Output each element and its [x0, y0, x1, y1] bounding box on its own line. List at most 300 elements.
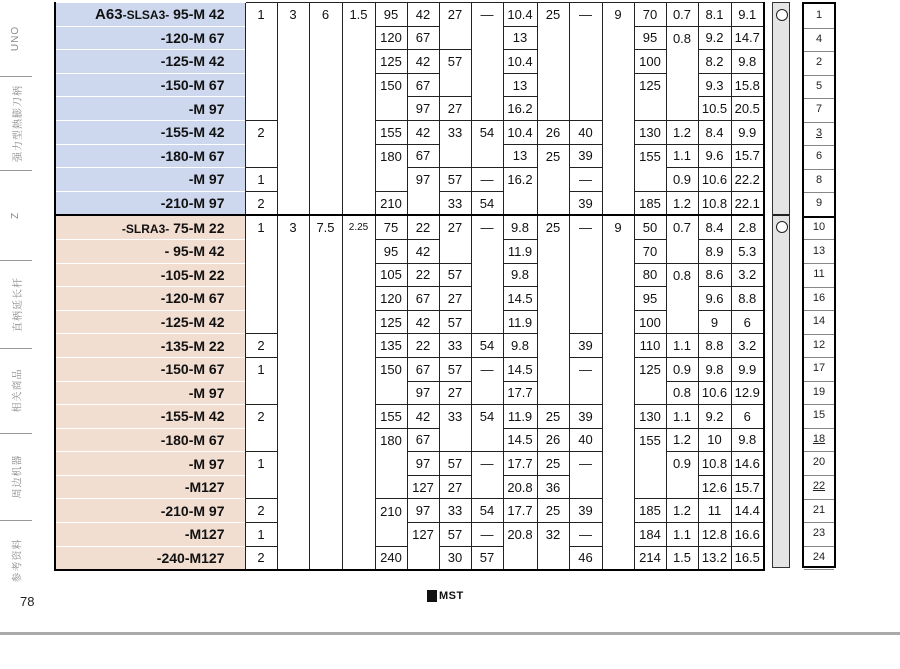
- model-cell: [55, 239, 245, 263]
- spec-cell: [309, 428, 342, 452]
- spec-cell: 25: [537, 215, 569, 239]
- spec-cell: 155: [375, 405, 407, 429]
- table-row: [55, 405, 764, 429]
- table-row: [55, 475, 764, 499]
- spec-cell: [277, 239, 309, 263]
- side-tab-6[interactable]: [0, 520, 32, 600]
- logo-mark-icon: [427, 590, 437, 602]
- order-number: [804, 169, 834, 194]
- model-cell: [55, 263, 245, 287]
- spec-cell: 8.1: [698, 3, 731, 27]
- order-number: [804, 122, 834, 147]
- model-cell: [55, 144, 245, 168]
- spec-cell: [309, 26, 342, 50]
- stock-circle-icon: [776, 221, 788, 233]
- spec-cell: 2.8: [731, 215, 764, 239]
- spec-cell: 130: [634, 120, 666, 144]
- spec-cell: 12.6: [698, 475, 731, 499]
- side-tab-label: 强力型熱膨刀柄: [12, 84, 24, 162]
- spec-cell: [602, 120, 634, 144]
- spec-cell: 33: [439, 405, 471, 429]
- spec-cell: [277, 310, 309, 334]
- spec-cell: 26: [537, 120, 569, 144]
- spec-cell: 9.3: [698, 73, 731, 97]
- spec-cell: —: [569, 215, 602, 239]
- spec-cell: 9: [602, 215, 634, 239]
- spec-cell: [375, 381, 407, 405]
- spec-cell: [277, 405, 309, 429]
- spec-cell: [602, 239, 634, 263]
- spec-cell: 8.8: [698, 334, 731, 358]
- side-tab-label: 周边机器: [12, 454, 24, 499]
- table-row: [55, 168, 764, 192]
- spec-cell: [537, 381, 569, 405]
- spec-cell: [537, 97, 569, 121]
- model-cell: [55, 287, 245, 311]
- spec-cell: [342, 499, 375, 523]
- order-number-text: 5: [815, 79, 823, 92]
- spec-cell: [602, 428, 634, 452]
- spec-cell: 2: [245, 334, 277, 358]
- spec-cell: 2: [245, 546, 277, 570]
- order-number: [804, 75, 834, 100]
- spec-cell: 13.2: [698, 546, 731, 570]
- spec-cell: [666, 287, 698, 311]
- spec-cell: —: [471, 215, 503, 239]
- spec-cell: [245, 26, 277, 50]
- spec-cell: 1.1: [666, 144, 698, 168]
- order-number: [804, 428, 834, 453]
- spec-cell: 125: [375, 50, 407, 74]
- spec-cell: [309, 168, 342, 192]
- model-code: -125-M 42: [160, 53, 225, 70]
- spec-cell: 9.8: [731, 50, 764, 74]
- spec-cell: 185: [634, 499, 666, 523]
- spec-cell: —: [569, 357, 602, 381]
- model-code: 75-M 22: [169, 219, 225, 236]
- model-code: -155-M 42: [160, 408, 225, 425]
- spec-cell: [245, 144, 277, 168]
- spec-cell: 27: [439, 215, 471, 239]
- spec-cell: [569, 263, 602, 287]
- model-series: -SLSA3-: [122, 7, 170, 22]
- side-tab-5[interactable]: [0, 433, 32, 520]
- spec-cell: 20.8: [503, 523, 537, 547]
- spec-cell: [342, 73, 375, 97]
- spec-cell: [471, 428, 503, 452]
- model-code: -M 97: [188, 455, 225, 472]
- spec-cell: 210: [375, 191, 407, 215]
- spec-cell: 25: [537, 144, 569, 168]
- spec-cell: —: [569, 523, 602, 547]
- spec-cell: 180: [375, 144, 407, 168]
- spec-cell: [342, 50, 375, 74]
- spec-cell: 75: [375, 215, 407, 239]
- order-number: [804, 28, 834, 53]
- spec-cell: 17.7: [503, 452, 537, 476]
- spec-cell: 9.8: [503, 334, 537, 358]
- spec-cell: 2: [245, 120, 277, 144]
- spec-cell: 20.5: [731, 97, 764, 121]
- spec-cell: [666, 73, 698, 97]
- spec-cell: [602, 73, 634, 97]
- spec-cell: 13: [503, 144, 537, 168]
- model-cell: [55, 310, 245, 334]
- spec-cell: 97: [407, 499, 439, 523]
- spec-cell: [342, 97, 375, 121]
- spec-cell: 97: [407, 381, 439, 405]
- order-number-text: 18: [812, 432, 826, 445]
- spec-cell: 13: [503, 26, 537, 50]
- table-row: [55, 310, 764, 334]
- side-tab-1[interactable]: [0, 76, 32, 170]
- spec-cell: 9.8: [731, 428, 764, 452]
- spec-cell: 57: [439, 357, 471, 381]
- spec-cell: 67: [407, 357, 439, 381]
- spec-cell: [309, 405, 342, 429]
- side-tab-label: 参考资料: [12, 538, 24, 582]
- spec-cell: 150: [375, 357, 407, 381]
- spec-cell: —: [569, 3, 602, 27]
- model-cell: [55, 357, 245, 381]
- spec-cell: 16.2: [503, 168, 537, 192]
- order-number: [804, 192, 834, 218]
- spec-cell: 9.1: [731, 3, 764, 27]
- stock-circle-icon: [776, 9, 788, 21]
- spec-cell: [537, 168, 569, 192]
- spec-cell: 14.4: [731, 499, 764, 523]
- spec-cell: 12.8: [698, 523, 731, 547]
- spec-cell: 110: [634, 334, 666, 358]
- spec-cell: 33: [439, 499, 471, 523]
- order-number-text: 14: [812, 315, 826, 328]
- spec-cell: 15.7: [731, 144, 764, 168]
- spec-cell: 39: [569, 334, 602, 358]
- spec-cell: [666, 50, 698, 74]
- spec-cell: 57: [439, 523, 471, 547]
- spec-cell: 127: [407, 523, 439, 547]
- order-number: [804, 334, 834, 359]
- spec-cell: [569, 381, 602, 405]
- spec-cell: 97: [407, 452, 439, 476]
- spec-cell: 57: [439, 168, 471, 192]
- spec-cell: [602, 168, 634, 192]
- spec-cell: 0.9: [666, 452, 698, 476]
- spec-cell: 15.7: [731, 475, 764, 499]
- spec-cell: [634, 168, 666, 192]
- spec-cell: [277, 357, 309, 381]
- spec-cell: [309, 144, 342, 168]
- spec-cell: —: [569, 452, 602, 476]
- spec-cell: [277, 50, 309, 74]
- spec-cell: 6: [731, 405, 764, 429]
- spec-cell: 9: [602, 3, 634, 27]
- spec-cell: 11.9: [503, 239, 537, 263]
- spec-cell: [277, 546, 309, 570]
- stock-column: [772, 2, 790, 568]
- model-code: -M127: [184, 479, 225, 496]
- spec-cell: [602, 546, 634, 570]
- order-number-text: 13: [812, 244, 826, 257]
- spec-cell: [342, 381, 375, 405]
- spec-cell: [245, 239, 277, 263]
- spec-cell: [277, 334, 309, 358]
- side-tab-3[interactable]: [0, 260, 32, 348]
- model-code: -180-M 67: [160, 147, 225, 164]
- spec-cell: 36: [537, 475, 569, 499]
- spec-cell: 57: [439, 50, 471, 74]
- spec-cell: 95: [375, 3, 407, 27]
- spec-cell: 8.4: [698, 215, 731, 239]
- spec-cell: —: [471, 168, 503, 192]
- order-number-text: 7: [815, 103, 823, 116]
- spec-cell: 67: [407, 287, 439, 311]
- spec-cell: —: [471, 452, 503, 476]
- spec-cell: 40: [569, 120, 602, 144]
- table-row: [55, 334, 764, 358]
- spec-cell: —: [471, 523, 503, 547]
- spec-cell: 1: [245, 452, 277, 476]
- spec-cell: [537, 73, 569, 97]
- spec-cell: [342, 357, 375, 381]
- spec-cell: 27: [439, 381, 471, 405]
- order-number-text: 10: [812, 220, 826, 233]
- spec-cell: [407, 191, 439, 215]
- spec-cell: [277, 120, 309, 144]
- spec-cell: 57: [439, 263, 471, 287]
- spec-cell: [342, 475, 375, 499]
- spec-cell: 150: [375, 73, 407, 97]
- model-code: -240-M127: [156, 549, 225, 566]
- spec-cell: [309, 523, 342, 547]
- model-code: -150-M 67: [160, 361, 225, 378]
- spec-cell: 214: [634, 546, 666, 570]
- table-row: [55, 120, 764, 144]
- spec-cell: 14.6: [731, 452, 764, 476]
- spec-cell: 8.8: [731, 287, 764, 311]
- spec-cell: [471, 287, 503, 311]
- spec-cell: 54: [471, 120, 503, 144]
- model-cell: [55, 50, 245, 74]
- model-cell: [55, 26, 245, 50]
- spec-cell: [407, 546, 439, 570]
- spec-cell: [666, 239, 698, 263]
- spec-cell: [471, 475, 503, 499]
- spec-cell: 6: [309, 3, 342, 27]
- order-number: [804, 51, 834, 76]
- spec-cell: [471, 263, 503, 287]
- model-cell: [55, 334, 245, 358]
- spec-cell: [503, 546, 537, 570]
- spec-cell: 14.5: [503, 428, 537, 452]
- spec-cell: 9.6: [698, 287, 731, 311]
- footer-rule: [0, 632, 900, 635]
- spec-cell: [309, 191, 342, 215]
- spec-cell: [537, 287, 569, 311]
- order-number-text: 23: [812, 527, 826, 540]
- spec-cell: [342, 546, 375, 570]
- model-prefix: A63: [95, 5, 123, 23]
- order-number: [804, 381, 834, 406]
- spec-cell: 10.8: [698, 452, 731, 476]
- side-tab-4[interactable]: [0, 348, 32, 433]
- spec-cell: 8.4: [698, 120, 731, 144]
- spec-cell: [602, 475, 634, 499]
- spec-cell: 125: [375, 310, 407, 334]
- order-number: [804, 475, 834, 500]
- spec-cell: 0.7: [666, 3, 698, 27]
- side-tab-label: Z: [10, 211, 22, 219]
- model-cell: [55, 405, 245, 429]
- spec-cell: 9.2: [698, 405, 731, 429]
- table-row: [55, 263, 764, 287]
- spec-cell: [309, 263, 342, 287]
- spec-cell: 16.6: [731, 523, 764, 547]
- spec-cell: 26: [537, 428, 569, 452]
- spec-cell: 16.2: [503, 97, 537, 121]
- model-series: -SLRA3-: [121, 221, 170, 236]
- model-cell: [55, 546, 245, 570]
- spec-cell: 95: [634, 26, 666, 50]
- spec-cell: [309, 334, 342, 358]
- spec-cell: [634, 381, 666, 405]
- order-number: [804, 98, 834, 123]
- spec-cell: [245, 475, 277, 499]
- spec-cell: 20.8: [503, 475, 537, 499]
- spec-cell: [342, 26, 375, 50]
- spec-cell: 50: [634, 215, 666, 239]
- model-cell: [55, 73, 245, 97]
- spec-cell: 39: [569, 191, 602, 215]
- table-row: [55, 26, 764, 50]
- spec-cell: 42: [407, 239, 439, 263]
- spec-cell: [602, 381, 634, 405]
- spec-cell: [309, 97, 342, 121]
- spec-cell: 0.8: [666, 26, 698, 50]
- side-tab-2[interactable]: [0, 170, 32, 260]
- spec-cell: [245, 287, 277, 311]
- spec-cell: 8.9: [698, 239, 731, 263]
- spec-cell: [277, 287, 309, 311]
- order-number-text: 9: [815, 197, 823, 210]
- spec-cell: 10: [698, 428, 731, 452]
- spec-cell: 42: [407, 3, 439, 27]
- spec-cell: 100: [634, 310, 666, 334]
- spec-cell: [375, 523, 407, 547]
- spec-cell: [602, 26, 634, 50]
- brand-name: MST: [439, 590, 464, 602]
- spec-cell: [309, 546, 342, 570]
- stock-divider: [773, 214, 789, 216]
- order-number: [804, 4, 834, 29]
- spec-cell: 9.2: [698, 26, 731, 50]
- spec-cell: 3.2: [731, 263, 764, 287]
- model-code: -105-M 22: [160, 266, 225, 283]
- spec-cell: 2: [245, 191, 277, 215]
- side-tab-0[interactable]: [0, 0, 32, 76]
- order-number: [804, 240, 834, 265]
- spec-cell: [245, 310, 277, 334]
- spec-cell: —: [471, 3, 503, 27]
- spec-cell: [375, 452, 407, 476]
- spec-cell: 9: [698, 310, 731, 334]
- spec-cell: 180: [375, 428, 407, 452]
- spec-cell: 67: [407, 73, 439, 97]
- spec-cell: 67: [407, 428, 439, 452]
- spec-cell: 185: [634, 191, 666, 215]
- spec-cell: [342, 523, 375, 547]
- spec-cell: [602, 334, 634, 358]
- spec-cell: [602, 191, 634, 215]
- spec-cell: 10.4: [503, 50, 537, 74]
- spec-cell: 1: [245, 3, 277, 27]
- spec-cell: 9.8: [503, 263, 537, 287]
- spec-cell: 3.2: [731, 334, 764, 358]
- model-cell: [55, 475, 245, 499]
- spec-table: [54, 2, 765, 571]
- spec-cell: [537, 357, 569, 381]
- spec-cell: 2: [245, 499, 277, 523]
- spec-cell: [309, 120, 342, 144]
- spec-cell: [634, 452, 666, 476]
- spec-cell: [342, 120, 375, 144]
- spec-cell: [634, 475, 666, 499]
- model-code: -210-M 97: [160, 195, 225, 212]
- spec-cell: 120: [375, 287, 407, 311]
- spec-cell: [309, 499, 342, 523]
- spec-cell: 1.2: [666, 120, 698, 144]
- order-number: [804, 263, 834, 288]
- spec-cell: 22: [407, 263, 439, 287]
- spec-cell: 57: [439, 452, 471, 476]
- spec-cell: 13: [503, 73, 537, 97]
- model-code: -M 97: [188, 100, 225, 117]
- order-number-column: [802, 2, 836, 568]
- table-row: [55, 428, 764, 452]
- spec-cell: [342, 310, 375, 334]
- model-cell: [55, 499, 245, 523]
- spec-cell: 1.5: [666, 546, 698, 570]
- spec-cell: 46: [569, 546, 602, 570]
- spec-cell: 22.1: [731, 191, 764, 215]
- table-row: [55, 452, 764, 476]
- order-number-text: 2: [815, 56, 823, 69]
- spec-cell: 1.5: [342, 3, 375, 27]
- spec-cell: [277, 97, 309, 121]
- model-cell: [55, 191, 245, 215]
- model-cell: [55, 120, 245, 144]
- order-number: [804, 451, 834, 476]
- order-number: [804, 357, 834, 382]
- spec-cell: [602, 405, 634, 429]
- spec-cell: 25: [537, 3, 569, 27]
- spec-cell: [342, 405, 375, 429]
- side-index: [0, 0, 32, 600]
- spec-cell: [471, 50, 503, 74]
- spec-cell: 27: [439, 287, 471, 311]
- spec-cell: 1: [245, 357, 277, 381]
- model-code: -120-M 67: [160, 290, 225, 307]
- spec-cell: [375, 168, 407, 192]
- spec-cell: [569, 287, 602, 311]
- spec-cell: 25: [537, 405, 569, 429]
- spec-cell: [309, 50, 342, 74]
- spec-cell: [245, 97, 277, 121]
- table-row: [55, 144, 764, 168]
- page-number: 78: [20, 594, 35, 609]
- spec-cell: 9.9: [731, 120, 764, 144]
- spec-cell: [245, 50, 277, 74]
